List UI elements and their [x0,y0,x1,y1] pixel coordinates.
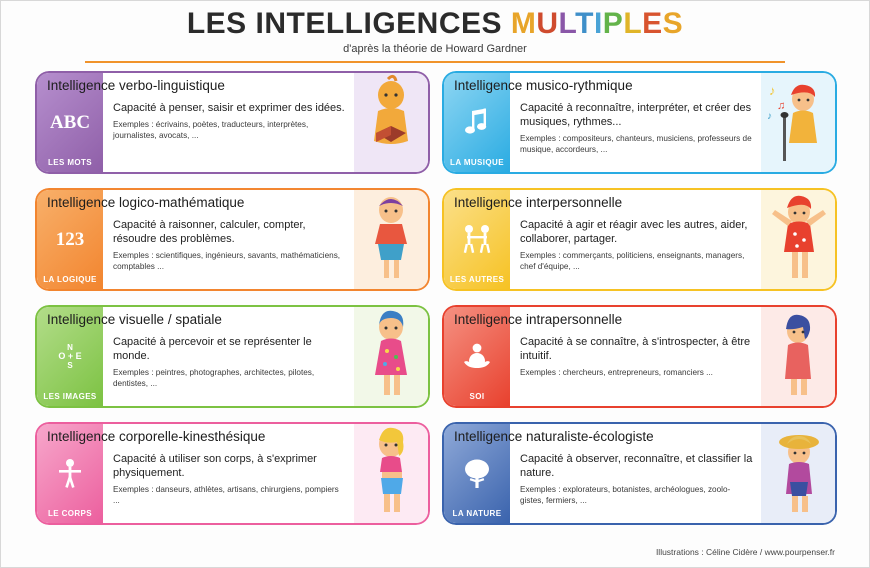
body-figure-icon [55,458,85,490]
card-badge-caption: LA MUSIQUE [450,158,504,167]
intelligence-card-interpersonnelle [442,188,837,291]
card-illustration-naturaliste-ecologiste [761,424,835,523]
cards-grid [1,71,870,525]
intelligence-card-verbo-linguistique [35,71,430,174]
cards-column-left [35,71,430,525]
header-divider [85,61,785,63]
card-badge-caption: LA NATURE [452,509,502,518]
page-title [1,7,869,41]
card-inner [442,71,837,174]
card-badge-caption: SOI [469,392,485,401]
svg-text:♫: ♫ [777,100,786,112]
card-examples: Exemples : peintres, photographes, architectes, pilotes, dentistes, ... [113,368,315,388]
card-body [454,190,761,289]
intelligence-card-logico-mathematique [35,188,430,291]
card-description: Capacité à se connaître, à s'introspecter, à être intuitif. [520,336,751,362]
card-inner [35,71,430,174]
card-title: Intelligence musico-rythmique [454,78,633,93]
intelligence-card-corporelle-kinesthesique [35,422,430,525]
abc-letters-icon: ABC [49,111,91,133]
page-title-plain: LES INTELLIGENCES [186,7,511,40]
poster-header [1,1,869,63]
card-illustration-logico-mathematique [354,190,428,289]
tree-icon [460,457,494,491]
card-title: Intelligence corporelle-kinesthésique [47,429,266,444]
card-illustration-interpersonnelle [761,190,835,289]
meditating-person-icon [460,342,494,372]
card-inner [442,422,837,525]
svg-text:♪: ♪ [767,111,772,122]
card-inner [35,305,430,408]
page-title-colored: MULTIPLES [510,7,684,40]
card-inner [35,188,430,291]
intelligence-card-naturaliste-ecologiste [442,422,837,525]
card-description: Capacité à utiliser son corps, à s'exprimer physiquement. [113,453,317,479]
card-illustration-corporelle-kinesthesique [354,424,428,523]
card-description: Capacité à percevoir et se représenter le monde. [113,336,312,362]
card-examples: Exemples : commerçants, politiciens, enseignants, managers, chef d'équipe, ... [520,251,745,271]
card-examples: Exemples : explorateurs, botanistes, archéologues, zoolo-gistes, fermiers, ... [520,485,731,505]
credits: Illustrations : Céline Cidère / www.pourpenser.fr [655,547,835,557]
music-notes-icon [460,107,494,139]
card-examples: Exemples : compositeurs, chanteurs, musiciens, professeurs de musique, accordeurs, ... [520,134,752,154]
card-title: Intelligence verbo-linguistique [47,78,225,93]
card-description: Capacité à penser, saisir et exprimer des idées. [113,102,345,114]
card-title: Intelligence logico-mathématique [47,195,245,210]
cards-column-right [442,71,837,525]
card-illustration-musico-rythmique [761,73,835,172]
card-badge-caption: LES AUTRES [449,275,505,284]
card-description: Capacité à raisonner, calculer, compter, résoudre des problèmes. [113,219,306,245]
intelligence-card-visuelle-spatiale [35,305,430,408]
card-examples: Exemples : danseurs, athlètes, artisans, chirurgiens, pompiers ... [113,485,339,505]
card-body [454,424,761,523]
card-badge-caption: LE CORPS [47,509,93,518]
card-examples: Exemples : scientifiques, ingénieurs, savants, mathématiciens, comptables ... [113,251,341,271]
card-badge-caption: LES MOTS [47,158,93,167]
card-description: Capacité à reconnaître, interpréter, et créer des musiques, rythmes... [520,102,752,128]
card-title: Intelligence visuelle / spatiale [47,312,222,327]
card-badge-caption: LA LOGIQUE [43,275,97,284]
page-subtitle: d'après la théorie de Howard Gardner [343,43,527,55]
card-illustration-intrapersonnelle [761,307,835,406]
svg-text:♪: ♪ [769,83,776,98]
card-illustration-visuelle-spatiale [354,307,428,406]
card-description: Capacité à agir et réagir avec les autres, aider, collaborer, partager. [520,219,748,245]
card-description: Capacité à observer, reconnaître, et classifier la nature. [520,453,753,479]
card-title: Intelligence interpersonnelle [454,195,623,210]
card-illustration-verbo-linguistique [354,73,428,172]
card-examples: Exemples : écrivains, poètes, traducteurs, interprètes, journalistes, avocats, ... [113,120,309,140]
card-badge-caption: LES IMAGES [43,392,97,401]
card-inner [442,188,837,291]
card-title: Intelligence intrapersonnelle [454,312,623,327]
card-inner [442,305,837,408]
intelligence-card-intrapersonnelle [442,305,837,408]
card-title: Intelligence naturaliste-écologiste [454,429,654,444]
card-examples: Exemples : chercheurs, entrepreneurs, romanciers ... [520,368,713,377]
compass-rose-icon: N O + E S [58,343,82,370]
card-inner [35,422,430,525]
intelligence-card-musico-rythmique [442,71,837,174]
numbers-123-icon: 123 [55,228,85,250]
two-people-icon [458,224,496,256]
